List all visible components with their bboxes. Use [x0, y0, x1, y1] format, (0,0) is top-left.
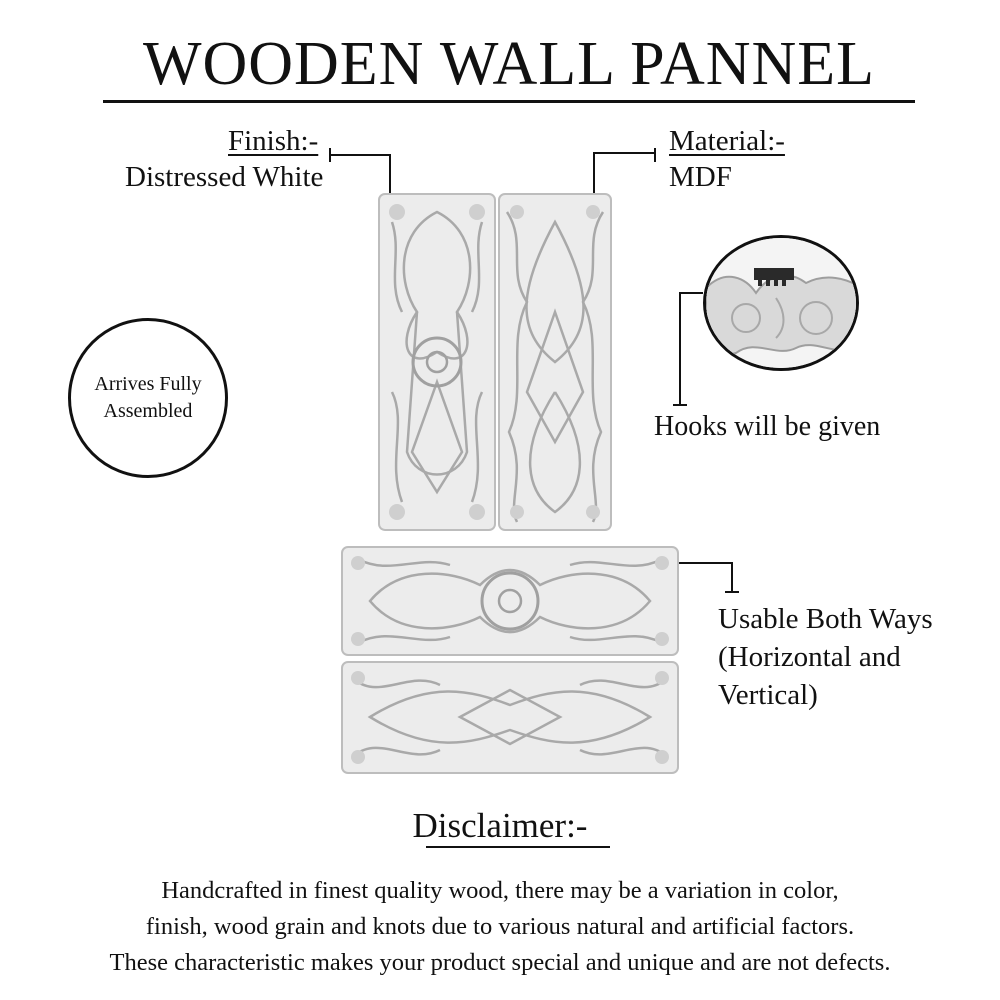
- usable-line-1: Usable Both Ways: [718, 603, 933, 635]
- usable-line-2: (Horizontal and: [718, 641, 901, 673]
- hook-closeup-image: [706, 238, 859, 371]
- hooks-note: Hooks will be given: [654, 411, 881, 442]
- disclaimer-underline: [426, 846, 610, 848]
- assembled-badge-text: [83, 371, 213, 425]
- hook-zoom-circle: [703, 235, 859, 371]
- assembled-badge: [68, 318, 228, 478]
- finish-value: Distressed White: [125, 161, 324, 193]
- finish-label: Finish:-: [228, 125, 319, 157]
- assembled-line-2: Assembled: [103, 400, 193, 422]
- usable-line-3: Vertical): [718, 679, 818, 711]
- horizontal-panel-bottom-image: [340, 660, 680, 775]
- disclaimer-line-3: These characteristic makes your product special and unique and are not defects.: [109, 949, 891, 976]
- disclaimer-line-2: finish, wood grain and knots due to various natural and artificial factors.: [145, 913, 855, 940]
- page-title: WOODEN WALL PANNEL: [142, 30, 876, 98]
- horizontal-panel-top-image: [340, 545, 680, 657]
- assembled-line-1: Arrives Fully: [94, 373, 202, 395]
- usable-note: [718, 600, 933, 714]
- disclaimer-heading: Disclaimer:-: [412, 806, 588, 845]
- vertical-panel-left-image: [377, 192, 497, 532]
- material-label: Material:-: [669, 125, 785, 157]
- vertical-panel-right-image: [497, 192, 613, 532]
- disclaimer-body: [0, 873, 1000, 981]
- material-value: MDF: [669, 161, 732, 193]
- disclaimer-line-1: Handcrafted in finest quality wood, there may be a variation in color,: [161, 877, 839, 904]
